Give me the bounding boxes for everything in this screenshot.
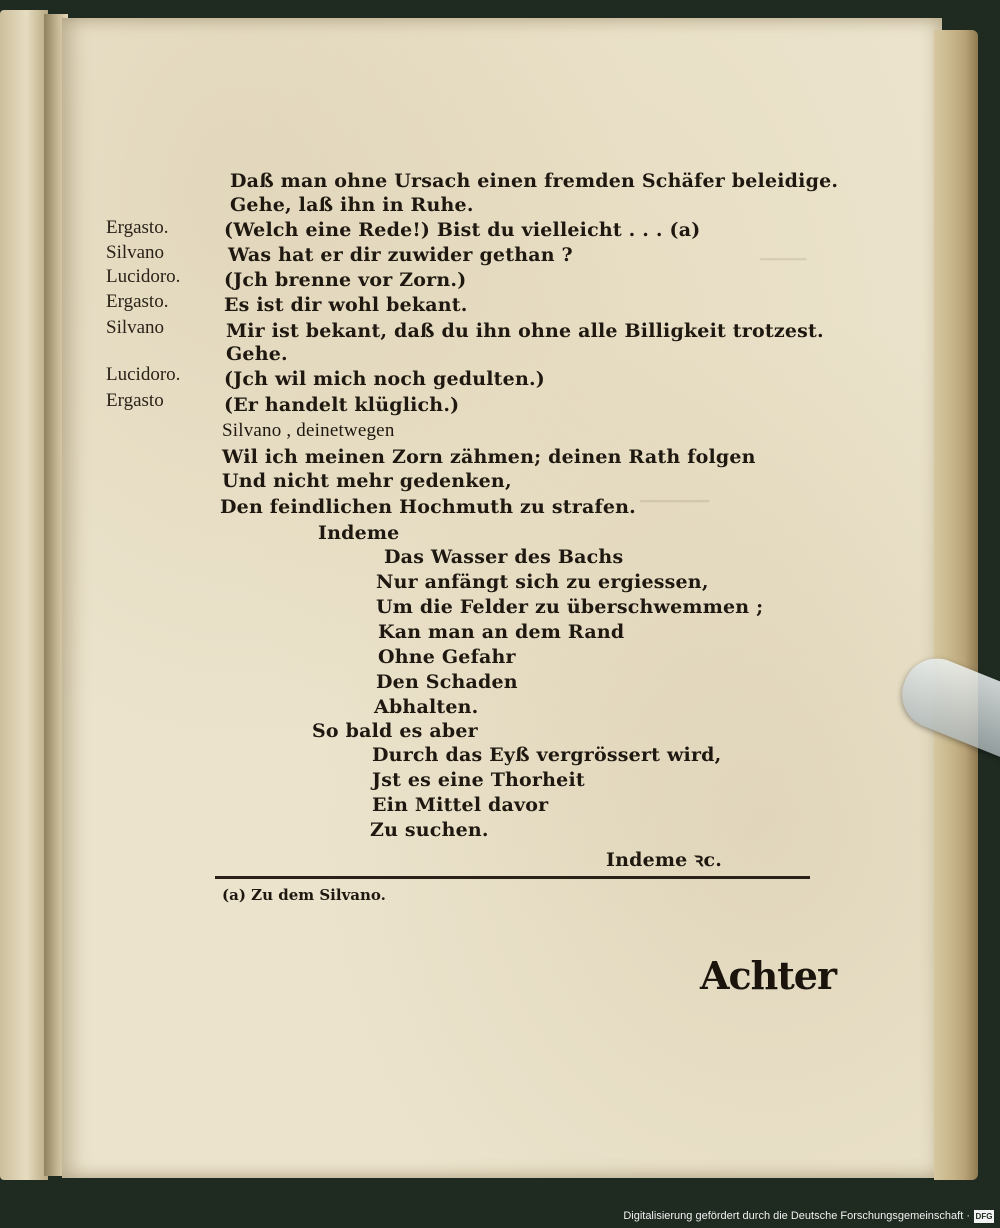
text-line: Ohne Gefahr — [378, 646, 516, 668]
catchword: Achter — [700, 953, 836, 998]
text-line: Ein Mittel davor — [372, 794, 549, 816]
left-page-edge — [0, 10, 48, 1180]
text-line: Es ist dir wohl bekant. — [224, 294, 468, 316]
text-line: Durch das Eyß vergrössert wird, — [372, 744, 722, 766]
text-line: Gehe, laß ihn in Ruhe. — [230, 194, 474, 216]
text-line: (Er handelt klüglich.) — [224, 394, 460, 416]
text-line: Indeme — [318, 522, 400, 544]
text-line: Silvano , deinetwegen — [222, 420, 395, 441]
text-line: Abhalten. — [374, 696, 479, 718]
speaker-name: Lucidoro. — [106, 266, 181, 287]
show-through-text: ▔▔▔▔▔▔ — [640, 500, 710, 518]
text-line: (Jch wil mich noch gedulten.) — [224, 368, 545, 390]
speaker-name: Silvano — [106, 242, 165, 263]
speaker-name: Ergasto — [106, 390, 164, 411]
text-line: Was hat er dir zuwider gethan ? — [228, 244, 573, 266]
speaker-name: Ergasto. — [106, 291, 169, 312]
text-line: Den feindlichen Hochmuth zu strafen. — [220, 496, 636, 518]
text-line: Nur anfängt sich zu ergiessen, — [376, 571, 709, 593]
text-line: Und nicht mehr gedenken, — [222, 470, 512, 492]
text-line: (Welch eine Rede!) Bist du vielleicht . . . (a) — [224, 219, 701, 241]
speaker-name: Silvano — [106, 317, 165, 338]
text-line: Den Schaden — [376, 671, 518, 693]
show-through-text: ▔▔▔▔ — [760, 258, 807, 276]
text-line: (Jch brenne vor Zorn.) — [224, 269, 467, 291]
text-line: Jst es eine Thorheit — [372, 769, 585, 791]
text-line: So bald es aber — [312, 720, 478, 742]
footnote-rule — [215, 876, 810, 879]
funding-credit: Digitalisierung gefördert durch die Deutsche Forschungsgemeinschaft · — [623, 1210, 970, 1222]
text-line: Um die Felder zu überschwemmen ; — [376, 596, 764, 618]
text-line: Gehe. — [226, 343, 288, 365]
dfg-logo: DFG — [975, 1212, 993, 1221]
text-line: Mir ist bekant, daß du ihn ohne alle Billigkeit trotzest. — [226, 320, 824, 342]
text-line: Daß man ohne Ursach einen fremden Schäfer beleidige. — [230, 170, 839, 192]
text-line: Zu suchen. — [370, 819, 489, 841]
text-line: Kan man an dem Rand — [378, 621, 625, 643]
right-page-edge — [934, 30, 978, 1180]
text-line: Wil ich meinen Zorn zähmen; deinen Rath folgen — [222, 446, 756, 468]
speaker-name: Ergasto. — [106, 217, 169, 238]
text-line: Indeme ꝛc. — [606, 849, 723, 871]
footnote: (a) Zu dem Silvano. — [222, 886, 386, 904]
text-line: Das Wasser des Bachs — [384, 546, 624, 568]
footer-bar — [0, 1182, 1000, 1228]
speaker-name: Lucidoro. — [106, 364, 181, 385]
